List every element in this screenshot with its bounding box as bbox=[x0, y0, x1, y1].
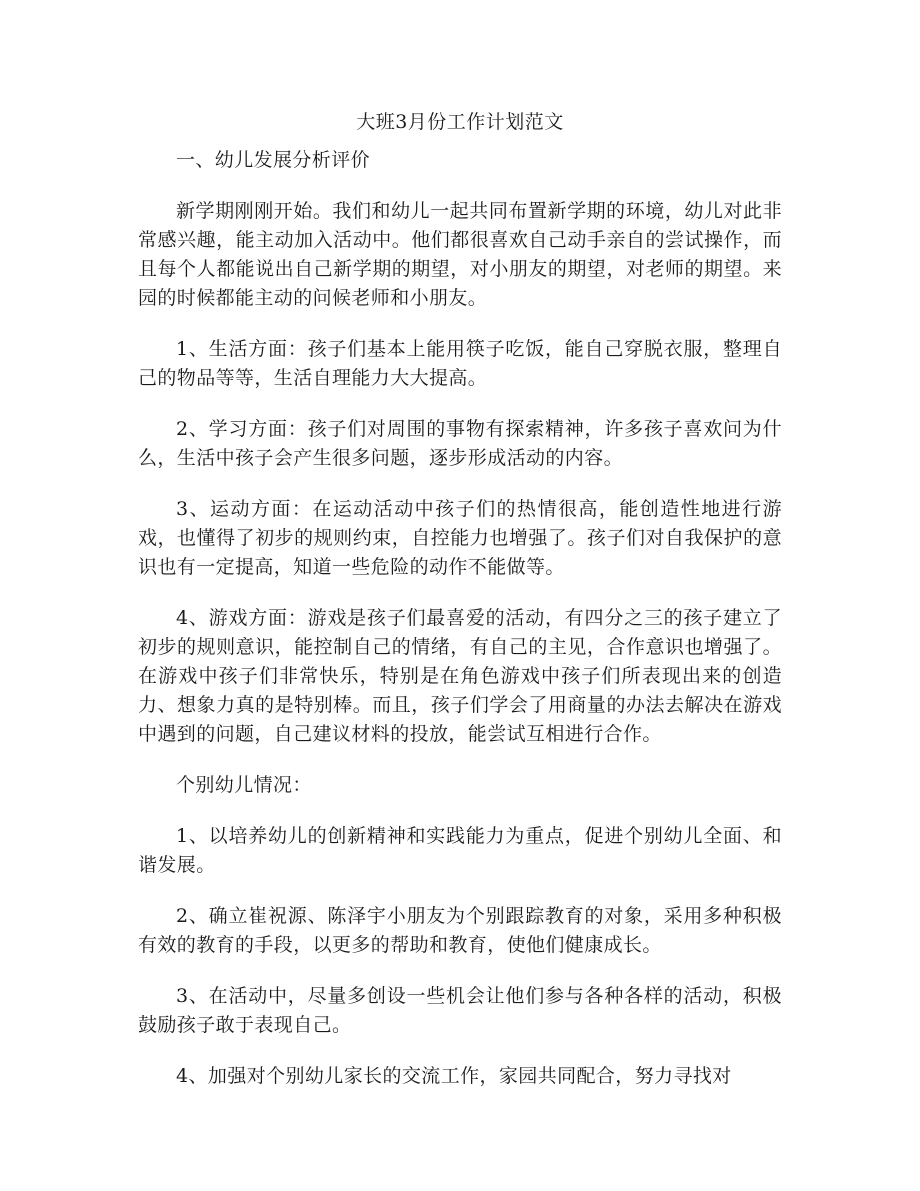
paragraph-individual-4: 4、加强对个别幼儿家长的交流工作，家园共同配合，努力寻找对 bbox=[176, 1065, 732, 1087]
document-title: 大班3月份工作计划范文 bbox=[356, 111, 564, 133]
paragraph-game-aspect: 4、游戏方面：游戏是孩子们最喜爱的活动，有四分之三的孩子建立了初步的规则意识，能控制自己的情绪，有自己的主见，合作意识也增强了。在游戏中孩子们非常快乐，特别是在角色游戏中孩子们所表现出来的创造力、想象力真的是特别棒。而且，孩子们学会了用商量的办法去解决在游戏中遇到的问题，自己建议材料的投放，能尝试互相进行合作。 bbox=[138, 607, 782, 745]
paragraph-new-semester: 新学期刚刚开始。我们和幼儿一起共同布置新学期的环境，幼儿对此非常感兴趣，能主动加入活动中。他们都很喜欢自己动手亲自的尝试操作，而且每个人都能说出自己新学期的期望，对小朋友的期望，对老师的期望。来园的时候都能主动的问候老师和小朋友。 bbox=[138, 200, 782, 309]
paragraph-individual-2: 2、确立崔祝源、陈泽宇小朋友为个别跟踪教育的对象，采用多种积极有效的教育的手段，以更多的帮助和教育，使他们健康成长。 bbox=[138, 905, 782, 956]
document-content bbox=[138, 106, 782, 1113]
section-heading-individual-children: 个别幼儿情况： bbox=[176, 774, 312, 796]
section-heading-child-development: 一、幼儿发展分析评价 bbox=[176, 149, 371, 171]
paragraph-individual-3: 3、在活动中，尽量多创设一些机会让他们参与各种各样的活动，积极鼓励孩子敢于表现自己。 bbox=[138, 985, 782, 1036]
paragraph-individual-1: 1、以培养幼儿的创新精神和实践能力为重点，促进个别幼儿全面、和谐发展。 bbox=[138, 825, 782, 876]
paragraph-sports-aspect: 3、运动方面：在运动活动中孩子们的热情很高，能创造性地进行游戏，也懂得了初步的规则约束，自控能力也增强了。孩子们对自我保护的意识也有一定提高，知道一些危险的动作不能做等。 bbox=[138, 498, 782, 578]
paragraph-life-aspect: 1、生活方面：孩子们基本上能用筷子吃饭，能自己穿脱衣服，整理自己的物品等等，生活自理能力大大提高。 bbox=[138, 338, 782, 389]
paragraph-learning-aspect: 2、学习方面：孩子们对周围的事物有探索精神，许多孩子喜欢问为什么，生活中孩子会产生很多问题，逐步形成活动的内容。 bbox=[138, 418, 782, 469]
